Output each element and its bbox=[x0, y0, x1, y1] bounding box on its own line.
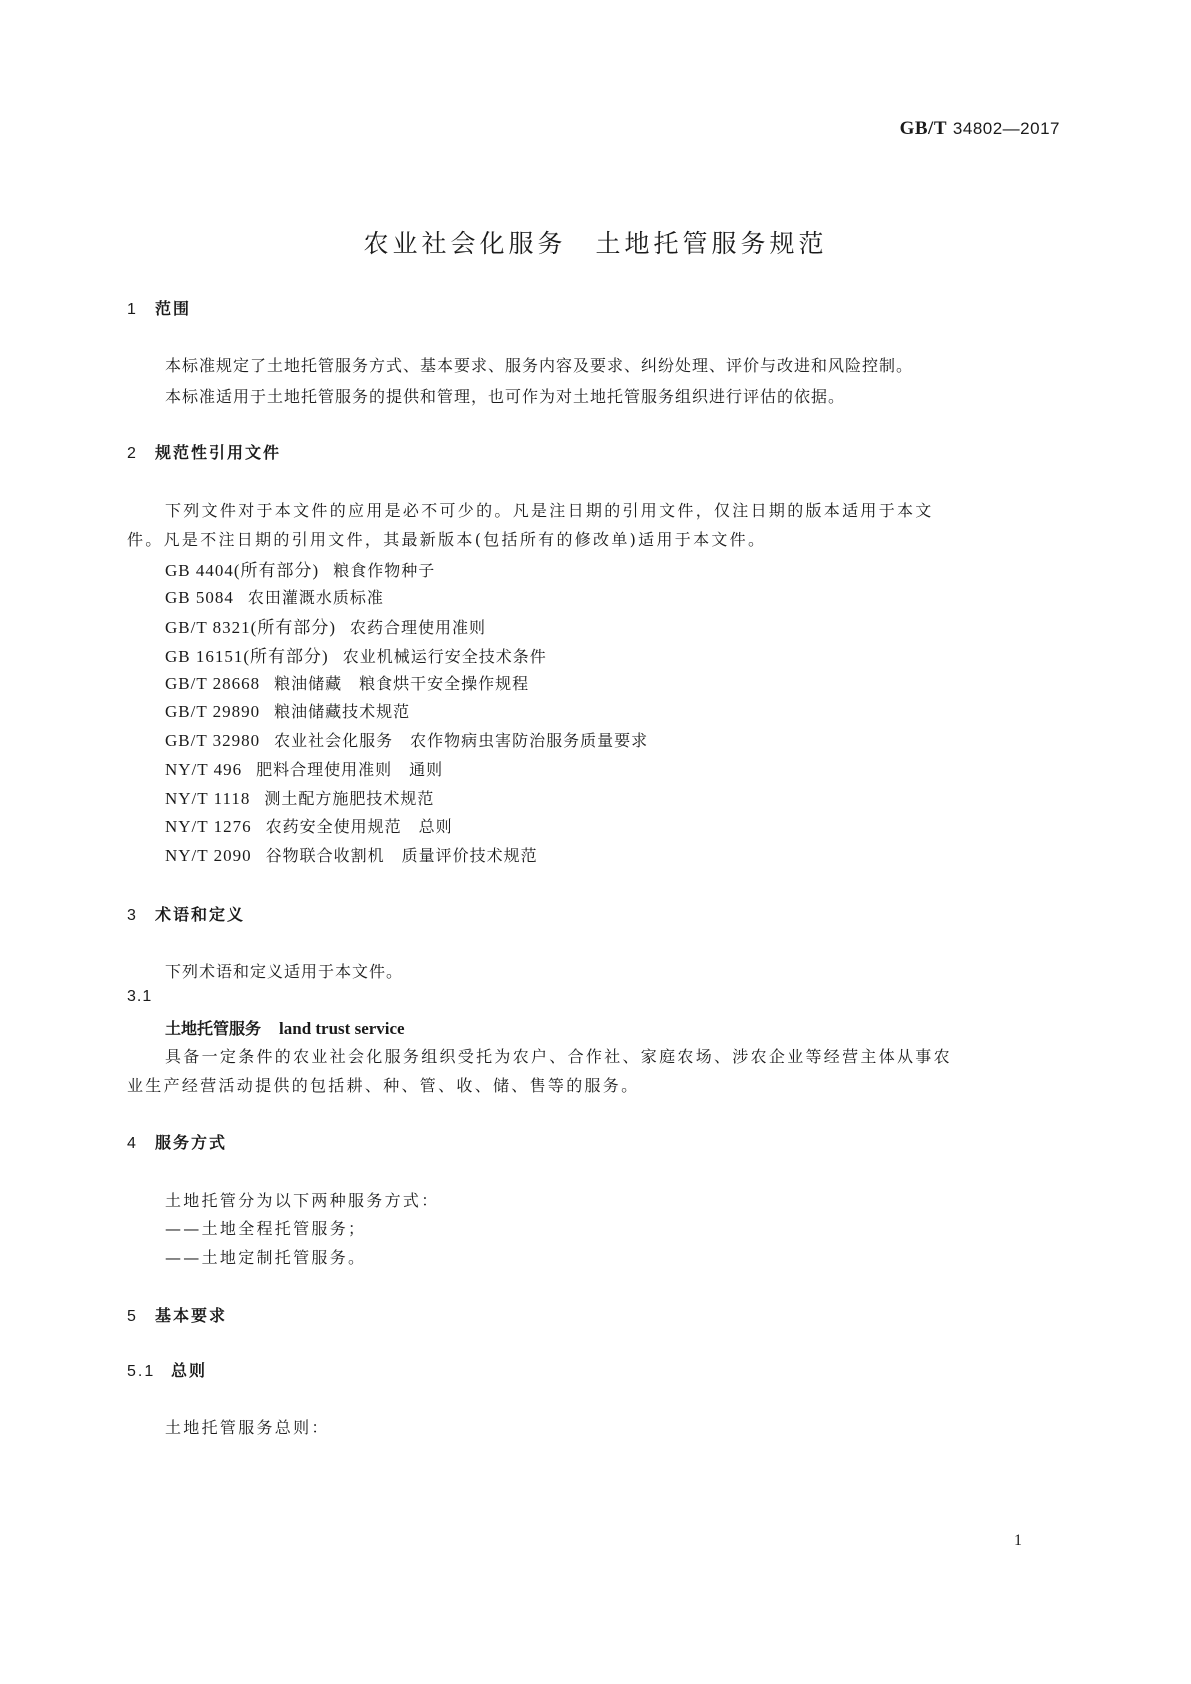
reference-code: GB/T 28668 bbox=[165, 674, 261, 693]
list-item: ——土地定制托管服务。 bbox=[165, 1248, 367, 1267]
paragraph: 下列文件对于本文件的应用是必不可少的。凡是注日期的引用文件，仅注日期的版本适用于本文 bbox=[165, 501, 934, 520]
section-title: 基本要求 bbox=[155, 1306, 228, 1325]
term-entry bbox=[165, 1016, 405, 1039]
reference-item bbox=[165, 757, 443, 780]
section-2-heading bbox=[127, 440, 281, 463]
section-title: 术语和定义 bbox=[155, 905, 246, 924]
reference-item bbox=[165, 585, 384, 608]
reference-item bbox=[165, 728, 648, 751]
standard-number: 34802—2017 bbox=[952, 119, 1060, 138]
term-chinese: 土地托管服务 bbox=[165, 1019, 262, 1038]
section-number: 5 bbox=[127, 1308, 138, 1325]
paragraph: 下列术语和定义适用于本文件。 bbox=[165, 962, 404, 981]
reference-code: GB 4404(所有部分) bbox=[165, 561, 320, 580]
document-title: 农业社会化服务 土地托管服务规范 bbox=[363, 229, 828, 258]
reference-title: 肥料合理使用准则 通则 bbox=[256, 760, 444, 779]
reference-item bbox=[165, 843, 538, 866]
section-4-heading bbox=[127, 1130, 227, 1153]
reference-code: NY/T 496 bbox=[165, 760, 243, 779]
reference-code: GB/T 32980 bbox=[165, 731, 261, 750]
section-title: 范围 bbox=[155, 299, 192, 318]
reference-code: NY/T 1118 bbox=[165, 789, 251, 808]
paragraph: 土地托管服务总则： bbox=[165, 1418, 330, 1437]
subsection-title: 总则 bbox=[171, 1361, 208, 1380]
paragraph: 件。凡是不注日期的引用文件，其最新版本(包括所有的修改单)适用于本文件。 bbox=[127, 530, 767, 549]
reference-title: 农业机械运行安全技术条件 bbox=[342, 647, 547, 666]
section-title: 规范性引用文件 bbox=[155, 443, 282, 462]
reference-title: 农业社会化服务 农作物病虫害防治服务质量要求 bbox=[274, 731, 649, 750]
reference-item bbox=[165, 671, 529, 694]
term-definition: 具备一定条件的农业社会化服务组织受托为农户、合作社、家庭农场、涉农企业等经营主体从事农 bbox=[165, 1047, 952, 1066]
section-3-heading bbox=[127, 902, 245, 925]
term-number: 3.1 bbox=[127, 988, 153, 1005]
paragraph: 土地托管分为以下两种服务方式： bbox=[165, 1191, 440, 1210]
reference-item bbox=[165, 556, 435, 581]
paragraph: 本标准规定了土地托管服务方式、基本要求、服务内容及要求、纠纷处理、评价与改进和风险控制。 bbox=[165, 356, 914, 375]
reference-code: GB/T 8321(所有部分) bbox=[165, 618, 336, 637]
section-number: 2 bbox=[127, 445, 138, 462]
subsection-number: 5.1 bbox=[127, 1363, 156, 1380]
reference-code: GB/T 29890 bbox=[165, 702, 261, 721]
section-5-heading bbox=[127, 1303, 227, 1326]
subsection-5-1-heading bbox=[127, 1358, 207, 1381]
paragraph: 本标准适用于土地托管服务的提供和管理，也可作为对土地托管服务组织进行评估的依据。 bbox=[165, 387, 846, 406]
reference-item bbox=[165, 699, 410, 722]
reference-code: GB 5084 bbox=[165, 588, 234, 607]
reference-title: 粮油储藏技术规范 bbox=[274, 702, 411, 721]
standard-prefix: GB/T bbox=[899, 118, 947, 139]
reference-title: 粮食作物种子 bbox=[333, 561, 436, 580]
reference-title: 农药合理使用准则 bbox=[350, 618, 487, 637]
reference-item bbox=[165, 786, 434, 809]
reference-title: 农药安全使用规范 总则 bbox=[265, 817, 453, 836]
section-title: 服务方式 bbox=[155, 1133, 228, 1152]
section-number: 4 bbox=[127, 1135, 138, 1152]
reference-item bbox=[165, 613, 486, 638]
term-definition: 业生产经营活动提供的包括耕、种、管、收、储、售等的服务。 bbox=[127, 1076, 640, 1095]
page-number: 1 bbox=[1014, 1532, 1022, 1549]
reference-code: GB 16151(所有部分) bbox=[165, 647, 329, 666]
section-1-heading bbox=[127, 296, 191, 319]
reference-title: 粮油储藏 粮食烘干安全操作规程 bbox=[274, 674, 530, 693]
standard-code bbox=[900, 118, 1060, 140]
reference-title: 谷物联合收割机 质量评价技术规范 bbox=[265, 846, 538, 865]
section-number: 3 bbox=[127, 907, 138, 924]
reference-title: 测土配方施肥技术规范 bbox=[264, 789, 435, 808]
reference-code: NY/T 1276 bbox=[165, 817, 252, 836]
reference-item bbox=[165, 814, 453, 837]
list-item: ——土地全程托管服务； bbox=[165, 1219, 367, 1238]
section-number: 1 bbox=[127, 301, 138, 318]
reference-item bbox=[165, 642, 547, 667]
reference-title: 农田灌溉水质标准 bbox=[247, 588, 384, 607]
reference-code: NY/T 2090 bbox=[165, 846, 252, 865]
term-english: land trust service bbox=[279, 1019, 405, 1038]
